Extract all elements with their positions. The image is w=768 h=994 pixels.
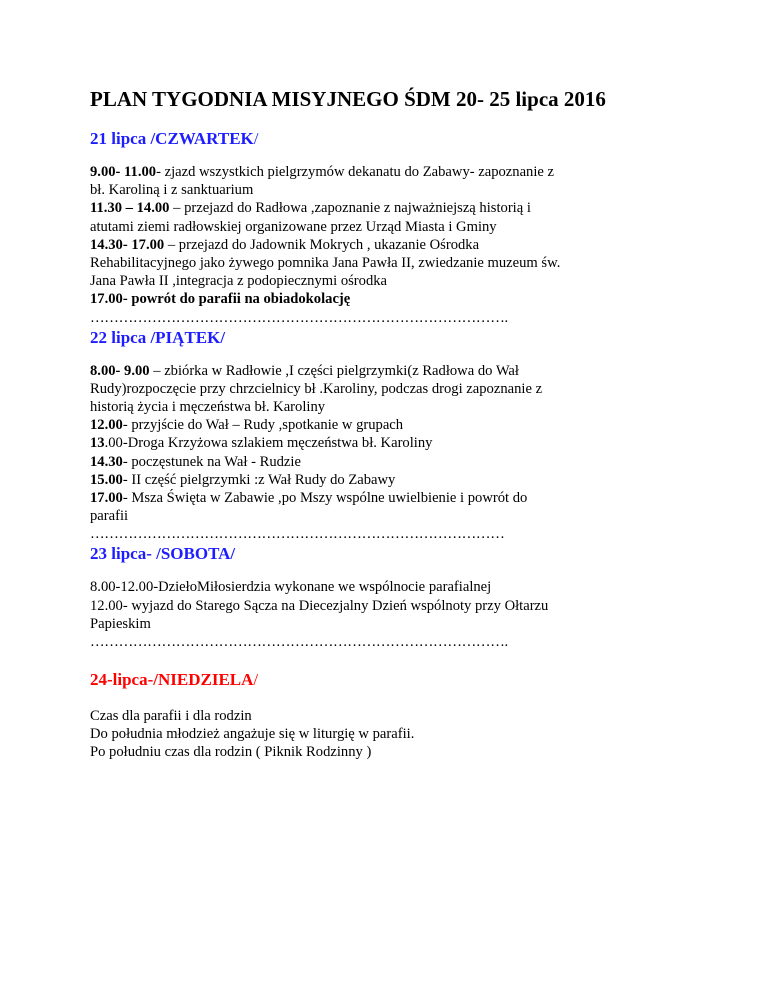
dotted-separator: …………………………………………………………………………… <box>90 526 505 543</box>
schedule-line <box>90 707 690 725</box>
day-heading-main: 22 lipca /PIĄTEK/ <box>90 327 226 347</box>
day-heading-sunday <box>90 669 690 691</box>
schedule-line <box>90 254 690 272</box>
line-text: - przyjście do Wał – Rudy ,spotkanie w grupach <box>122 417 404 434</box>
line-text: 12.00- wyjazd do Starego Sącza na Diecezjalny Dzień wspólnoty przy Ołtarzu <box>90 597 549 614</box>
line-text: atutami ziemi radłowskiej organizowane przez Urząd Miasta i Gminy <box>90 218 497 235</box>
document-page <box>90 86 690 762</box>
day-heading-main: 24-lipca-/NIEDZIELA <box>90 670 254 690</box>
line-text: – przejazd do Jadownik Mokrych , ukazanie Ośrodka <box>164 236 480 253</box>
day-schedule <box>90 362 690 526</box>
line-text: Papieskim <box>90 615 151 632</box>
schedule-line <box>90 615 690 633</box>
dotted-separator: ……………………………………………………………………………. <box>90 309 508 326</box>
day-heading-main: 23 lipca- /SOBOTA/ <box>90 544 236 564</box>
schedule-line <box>90 362 690 380</box>
line-text: .00-Droga Krzyżowa szlakiem męczeństwa bł. Karoliny <box>104 435 433 452</box>
line-text: – zbiórka w Radłowie ,I części pielgrzymki(z Radłowa do Wał <box>149 362 519 379</box>
line-text: bł. Karoliną i z sanktuarium <box>90 182 254 199</box>
line-text: - Msza Święta w Zabawie ,po Mszy wspólne uwielbienie i powrót do <box>122 490 528 507</box>
schedule-line <box>90 199 690 217</box>
day-heading-slash: / <box>253 670 259 690</box>
line-text: – przejazd do Radłowa ,zapoznanie z najważniejszą historią i <box>169 200 531 217</box>
day-heading-main: 21 lipca /CZWARTEK <box>90 129 254 148</box>
schedule-line <box>90 489 690 507</box>
day-schedule <box>90 578 690 633</box>
line-text: Po południu czas dla rodzin ( Piknik Rodzinny ) <box>90 744 372 761</box>
schedule-line <box>90 380 690 398</box>
day-heading-thursday <box>90 128 690 150</box>
time-label: 17.00 <box>90 490 123 507</box>
line-text: 8.00-12.00-DziełoMiłosierdzia wykonane we wspólnocie parafialnej <box>90 579 492 596</box>
day-heading-saturday <box>90 543 690 565</box>
day-section-friday <box>90 327 690 544</box>
schedule-line <box>90 471 690 489</box>
line-text: historią życia i męczeństwa bł. Karoliny <box>90 399 326 416</box>
schedule-line <box>90 597 690 615</box>
line-text: Do południa młodzież angażuje się w liturgię w parafii. <box>90 726 415 743</box>
schedule-line <box>90 163 690 181</box>
day-section-saturday <box>90 543 690 651</box>
line-text: Czas dla parafii i dla rodzin <box>90 708 252 725</box>
line-text: parafii <box>90 508 129 525</box>
line-text: Rudy)rozpoczęcie przy chrzcielnicy bł .Karoliny, podczas drogi zapoznanie z <box>90 380 543 397</box>
schedule-line <box>90 434 690 452</box>
line-text: - zjazd wszystkich pielgrzymów dekanatu do Zabawy- zapoznanie z <box>156 164 555 180</box>
line-text: Jana Pawła II ,integracja z podopiecznymi ośrodka <box>90 273 388 290</box>
day-schedule <box>90 163 690 309</box>
time-label: 9.00- 11.00 <box>90 164 157 180</box>
dotted-separator: ……………………………………………………………………………. <box>90 634 508 651</box>
schedule-line <box>90 416 690 434</box>
document-title: PLAN TYGODNIA MISYJNEGO ŚDM 20- 25 lipca 2016 <box>90 87 606 111</box>
time-label: 11.30 – 14.00 <box>90 200 170 217</box>
schedule-line <box>90 272 690 290</box>
day-section-sunday <box>90 669 690 762</box>
time-label: 15.00 <box>90 471 123 488</box>
schedule-line <box>90 181 690 199</box>
line-text: - II część pielgrzymki :z Wał Rudy do Zabawy <box>122 471 396 488</box>
time-label: 14.30- 17.00 <box>90 236 165 253</box>
schedule-line <box>90 725 690 743</box>
day-heading-friday <box>90 327 690 349</box>
schedule-line <box>90 290 690 308</box>
line-text: - poczęstunek na Wał - Rudzie <box>122 453 301 470</box>
time-label: 12.00 <box>90 417 123 434</box>
time-label: 17.00- powrót do parafii na obiadokolację <box>90 291 351 308</box>
schedule-line <box>90 398 690 416</box>
schedule-line <box>90 578 690 596</box>
day-heading-slash: / <box>253 129 259 148</box>
day-section-thursday <box>90 128 690 327</box>
day-schedule <box>90 707 690 762</box>
schedule-line <box>90 743 690 761</box>
schedule-line <box>90 453 690 471</box>
time-label: 14.30 <box>90 453 123 470</box>
schedule-line <box>90 507 690 525</box>
time-label: 8.00- 9.00 <box>90 362 150 379</box>
schedule-line <box>90 236 690 254</box>
schedule-line <box>90 218 690 236</box>
line-text: Rehabilitacyjnego jako żywego pomnika Jana Pawła II, zwiedzanie muzeum św. <box>90 255 561 272</box>
time-label: 13 <box>90 435 105 452</box>
